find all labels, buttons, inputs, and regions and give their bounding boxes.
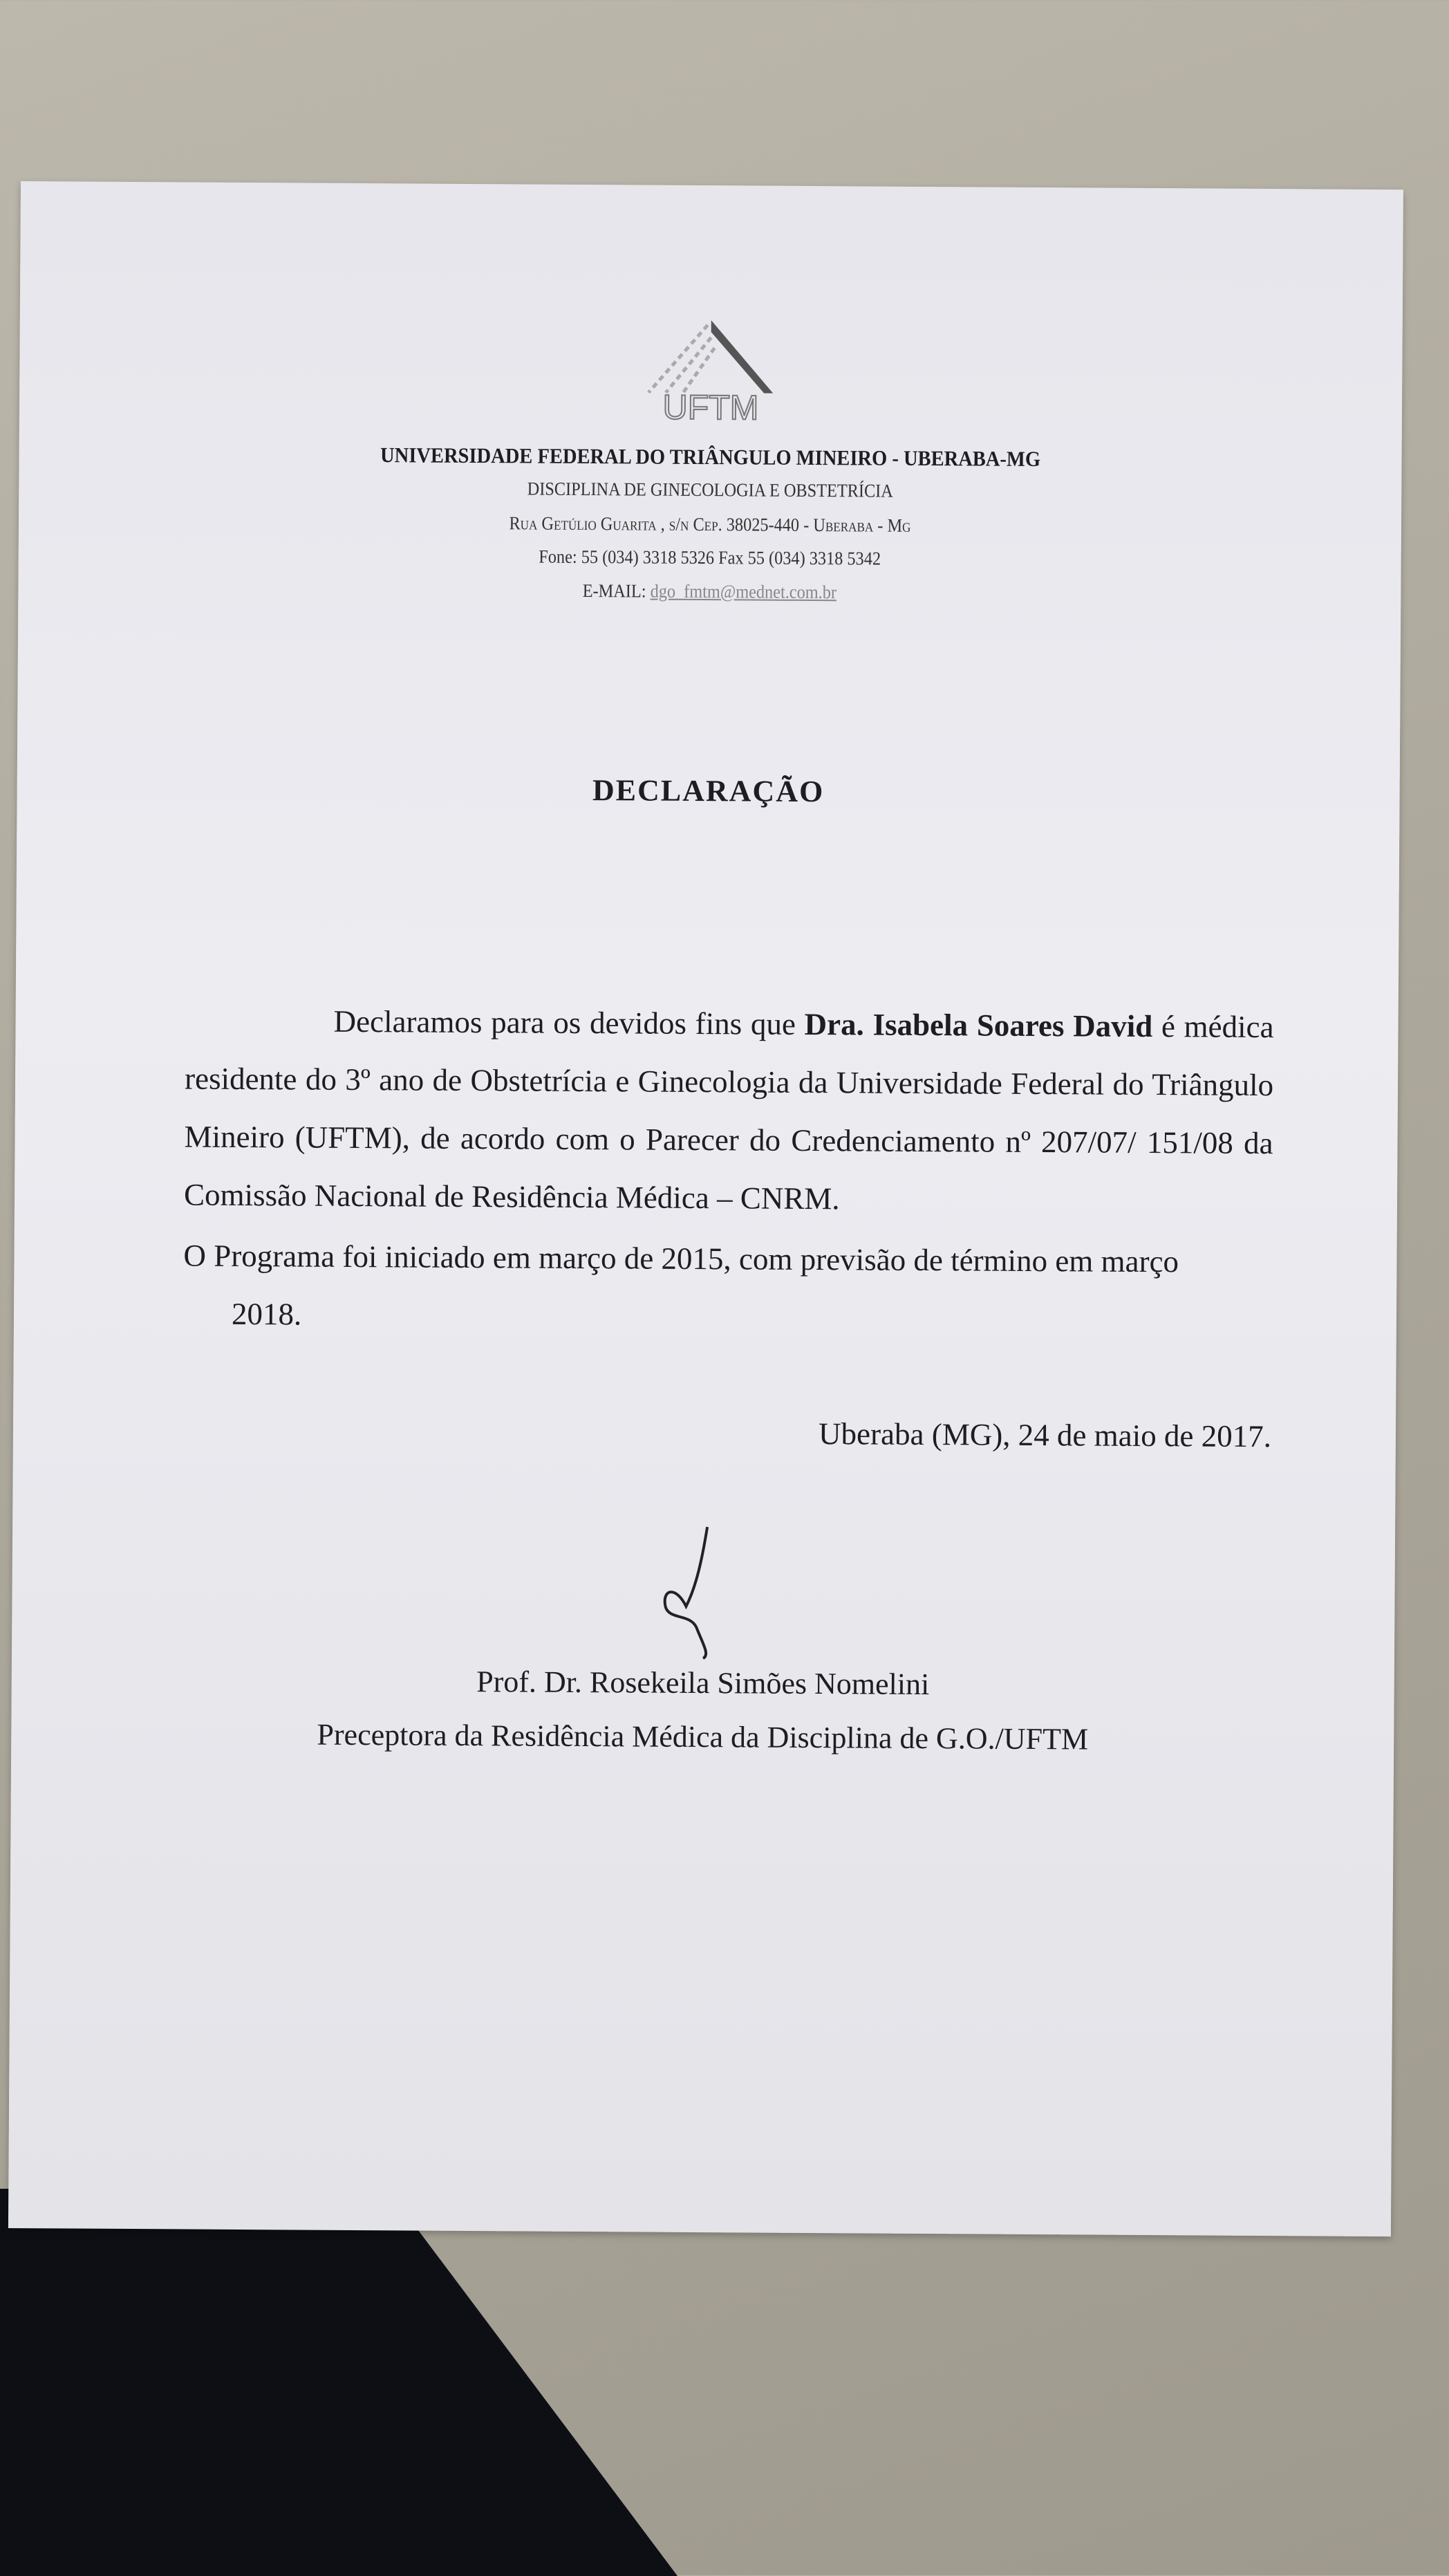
institution-name: UNIVERSIDADE FEDERAL DO TRIÂNGULO MINEIRO - UBERABA-MG <box>380 443 1041 472</box>
resident-name: Dra. Isabela Soares David <box>804 1006 1153 1044</box>
phone: Fone: 55 (034) 3318 5326 Fax 55 (034) 3318 5342 <box>539 546 881 569</box>
email-label: E-MAIL: <box>582 580 651 602</box>
logo-text: UFTM <box>662 387 759 421</box>
dark-object <box>0 2189 677 2576</box>
email-line <box>87 577 1331 606</box>
department: DISCIPLINA DE GINECOLOGIA E OBSTETRÍCIA <box>527 478 893 501</box>
address: Rua Getúlio Guarita , s/n Cep. 38025-440 - Uberaba - Mg <box>509 512 911 536</box>
document-page <box>8 181 1403 2236</box>
signatory-name: Prof. Dr. Rosekeila Simões Nomelini <box>476 1665 930 1702</box>
email-link[interactable]: dgo_fmtm@mednet.com.br <box>650 580 837 603</box>
p1-rest: é médica residente do 3º ano de Obstetrícia e Ginecologia da Universidade Federal do Triângulo Mineiro (UFTM), de acordo com o Parecer do Credenciamento nº 207/07/ 151/08 da Comissão Nacional de Residência Médica – CNRM. <box>183 1009 1274 1216</box>
uftm-logo <box>645 317 777 425</box>
paragraph-1 <box>184 991 1274 1230</box>
signature <box>648 1523 731 1666</box>
p1-text: Declaramos para os devidos fins que <box>333 1003 805 1041</box>
paragraph-2 <box>183 1226 1273 1349</box>
p2-line-2: 2018. <box>231 1296 302 1332</box>
date: Uberaba (MG), 24 de maio de 2017. <box>818 1416 1272 1454</box>
p2-line-1: O Programa foi iniciado em março de 2015, com previsão de término em março <box>183 1238 1179 1279</box>
document-title: DECLARAÇÃO <box>592 773 825 809</box>
signatory-role: Preceptora da Residência Médica da Disciplina de G.O./UFTM <box>317 1717 1089 1757</box>
